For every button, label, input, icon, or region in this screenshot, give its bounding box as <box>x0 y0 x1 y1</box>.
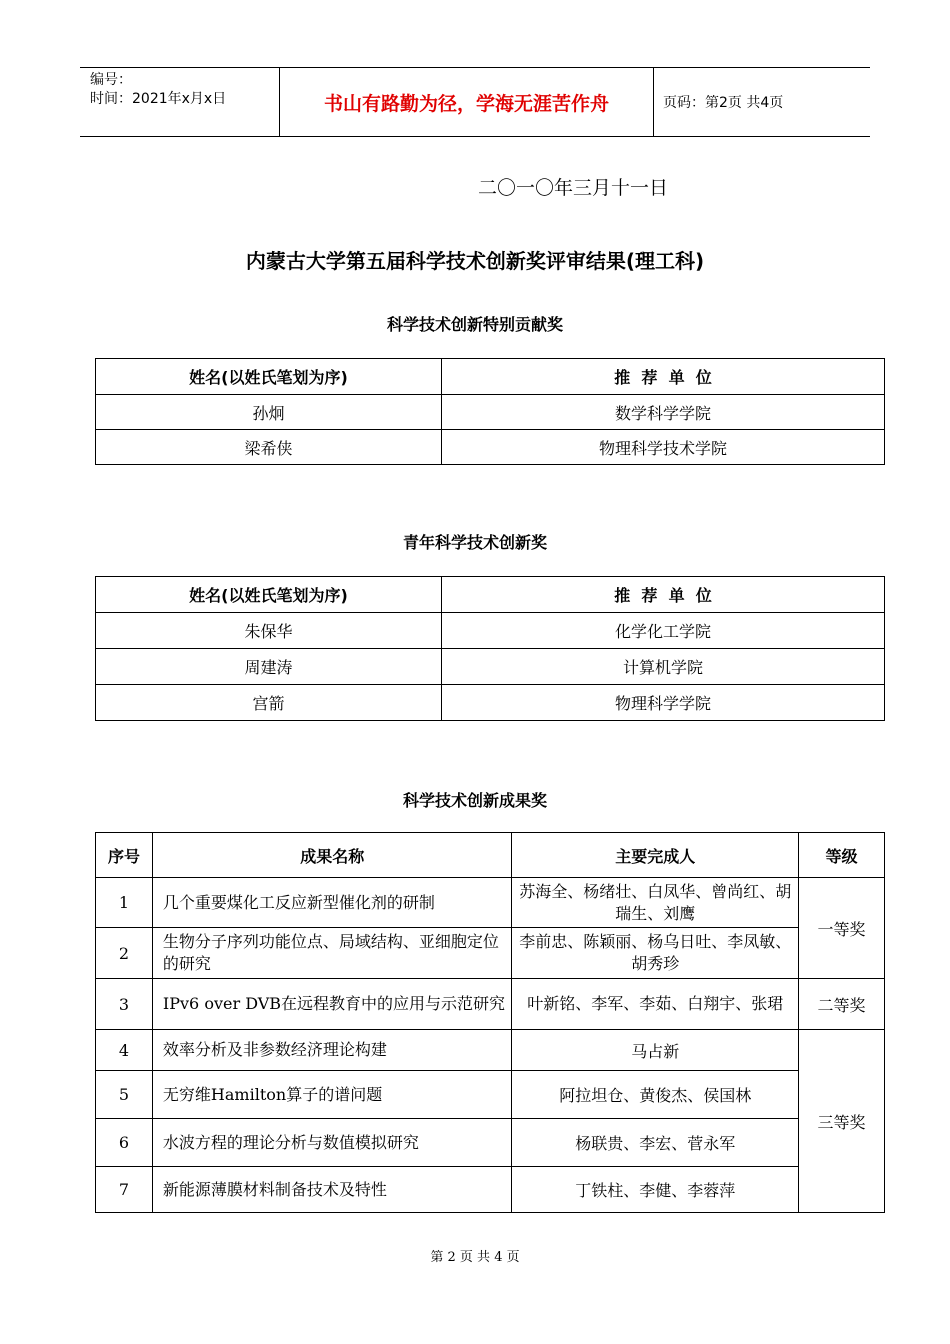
grade-first: 一等奖 <box>799 878 885 979</box>
table-row <box>96 1030 885 1071</box>
row-number: 2 <box>96 928 153 979</box>
header-motto: 书山有路勤为径，学海无涯苦作舟 <box>280 68 654 136</box>
column-header-name: 姓名(以姓氏笔划为序) <box>96 359 442 395</box>
winner-unit: 物理科学技术学院 <box>442 430 885 465</box>
achievement-award-table <box>95 832 885 1213</box>
page-title: 内蒙古大学第五届科学技术创新奖评审结果(理工科) <box>245 249 705 273</box>
table-row <box>96 928 885 979</box>
table-row <box>96 878 885 928</box>
column-header-unit: 推 荐 单 位 <box>442 359 885 395</box>
achievement-award-heading: 科学技术创新成果奖 <box>402 791 547 810</box>
achievement-title: 新能源薄膜材料制备技术及特性 <box>152 1167 512 1213</box>
table-header-row <box>96 833 885 878</box>
winner-name: 梁希侠 <box>96 430 442 465</box>
achievement-title: 效率分析及非参数经济理论构建 <box>152 1030 512 1071</box>
winner-unit: 化学化工学院 <box>442 613 885 649</box>
winner-unit: 数学科学学院 <box>442 395 885 430</box>
achievement-people: 杨联贵、李宏、菅永军 <box>512 1119 799 1167</box>
document-header <box>80 67 870 137</box>
row-number: 1 <box>96 878 153 928</box>
winner-name: 孙炯 <box>96 395 442 430</box>
winner-unit: 计算机学院 <box>442 649 885 685</box>
grade-second: 二等奖 <box>799 979 885 1030</box>
table-row <box>96 1167 885 1213</box>
achievement-title: 几个重要煤化工反应新型催化剂的研制 <box>152 878 512 928</box>
achievement-title: 水波方程的理论分析与数值模拟研究 <box>152 1119 512 1167</box>
column-header-no: 序号 <box>96 833 153 878</box>
table-header-row <box>96 359 885 395</box>
header-meta <box>80 68 280 136</box>
table-row <box>96 1071 885 1119</box>
table-header-row <box>96 577 885 613</box>
grade-third: 三等奖 <box>799 1030 885 1213</box>
table-row <box>96 613 885 649</box>
column-header-people: 主要完成人 <box>512 833 799 878</box>
winner-unit: 物理科学学院 <box>442 685 885 721</box>
achievement-people: 马占新 <box>512 1030 799 1071</box>
achievement-people: 阿拉坦仓、黄俊杰、侯国林 <box>512 1071 799 1119</box>
table-row <box>96 979 885 1030</box>
page-footer: 第 2 页 共 4 页 <box>430 1250 520 1265</box>
table-row <box>96 430 885 465</box>
achievement-people: 李前忠、陈颖丽、杨乌日吐、李凤敏、胡秀珍 <box>512 928 799 979</box>
row-number: 7 <box>96 1167 153 1213</box>
column-header-grade: 等级 <box>799 833 885 878</box>
row-number: 4 <box>96 1030 153 1071</box>
winner-name: 朱保华 <box>96 613 442 649</box>
time-label: 时间：2021年x月x日 <box>90 91 227 107</box>
number-label: 编号： <box>90 72 132 88</box>
row-number: 5 <box>96 1071 153 1119</box>
youth-award-table <box>95 576 885 721</box>
achievement-title: IPv6 over DVB在远程教育中的应用与示范研究 <box>152 979 512 1030</box>
table-row <box>96 395 885 430</box>
achievement-people: 丁铁柱、李健、李蓉萍 <box>512 1167 799 1213</box>
achievement-people: 叶新铭、李军、李茹、白翔宇、张珺 <box>512 979 799 1030</box>
row-number: 3 <box>96 979 153 1030</box>
achievement-people: 苏海全、杨绪壮、白凤华、曾尚红、胡瑞生、刘鹰 <box>512 878 799 928</box>
winner-name: 周建涛 <box>96 649 442 685</box>
special-award-table <box>95 358 885 465</box>
document-date: 二〇一〇年三月十一日 <box>478 177 669 199</box>
table-row <box>96 685 885 721</box>
youth-award-heading: 青年科学技术创新奖 <box>402 533 547 552</box>
column-header-title: 成果名称 <box>152 833 512 878</box>
table-row <box>96 1119 885 1167</box>
achievement-title: 生物分子序列功能位点、局域结构、亚细胞定位的研究 <box>152 928 512 979</box>
table-row <box>96 649 885 685</box>
column-header-unit: 推 荐 单 位 <box>442 577 885 613</box>
special-award-heading: 科学技术创新特别贡献奖 <box>386 315 563 334</box>
column-header-name: 姓名(以姓氏笔划为序) <box>96 577 442 613</box>
winner-name: 宫箭 <box>96 685 442 721</box>
row-number: 6 <box>96 1119 153 1167</box>
header-page-info: 页码：第2页 共4页 <box>663 95 784 111</box>
achievement-title: 无穷维Hamilton算子的谱问题 <box>152 1071 512 1119</box>
